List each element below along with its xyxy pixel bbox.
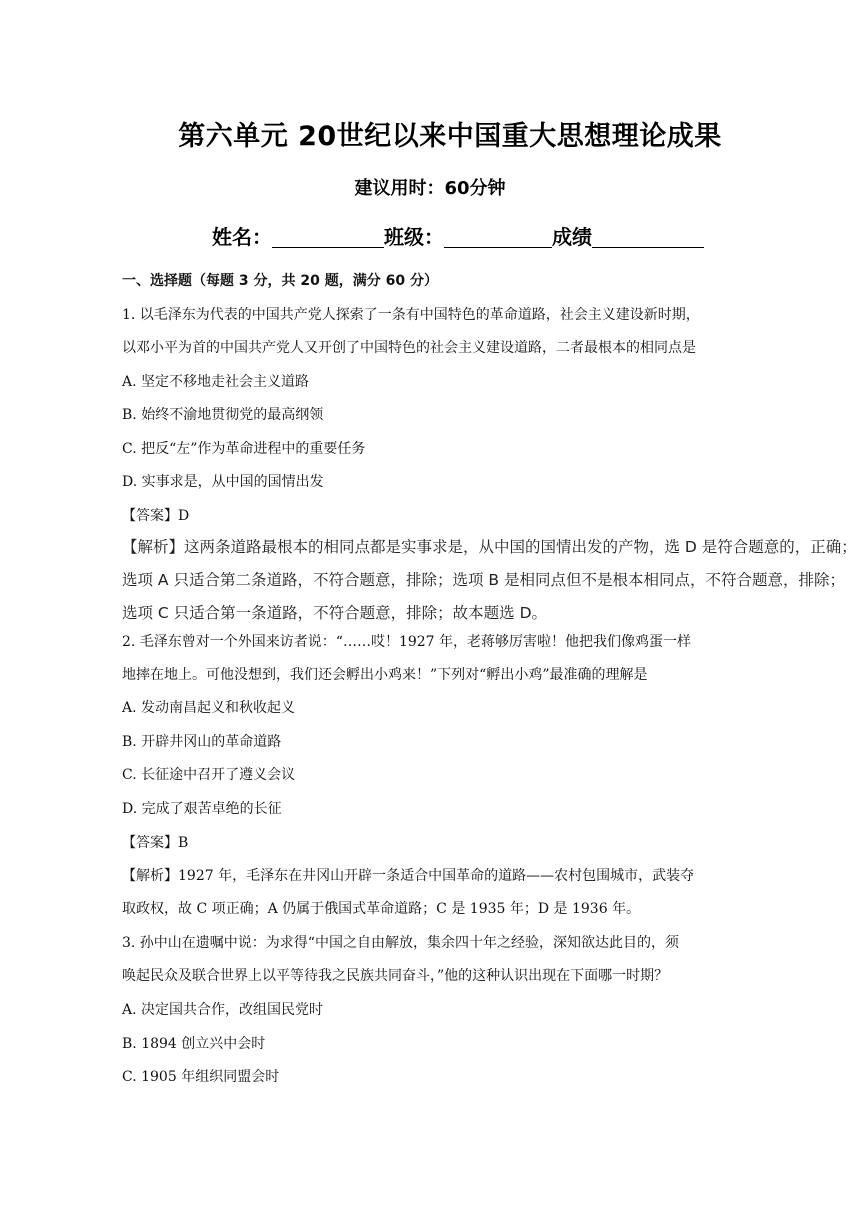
question-3-option-a: A. 决定国共合作，改组国民党时 [122, 1002, 324, 1018]
question-3-stem-line-2: 唤起民众及联合世界上以平等待我之民族共同奋斗，”他的这种认识出现在下面哪一时期？ [122, 968, 669, 984]
question-2-stem-line-1: 2. 毛泽东曾对一个外国来访者说：“……哎！1927 年，老蒋够厉害啦！他把我们像鸡蛋一样 [122, 634, 692, 650]
question-1-stem-line-1: 1. 以毛泽东为代表的中国共产党人探索了一条有中国特色的革命道路，社会主义建设新时期， [122, 307, 700, 323]
class-field[interactable] [444, 227, 552, 248]
question-2-option-b: B. 开辟井冈山的革命道路 [122, 734, 282, 750]
question-2-analysis-line-1: 【解析】1927 年，毛泽东在井冈山开辟一条适合中国革命的道路——农村包围城市，武装夺 [122, 868, 695, 884]
question-1-option-c: C. 把反“左”作为革命进程中的重要任务 [122, 441, 366, 457]
page-title: 第六单元 20世纪以来中国重大思想理论成果 [178, 121, 722, 152]
question-1-analysis-line-1: 【解析】这两条道路最根本的相同点都是实事求是，从中国的国情出发的产物，选 D 是符合题意的，正确； [122, 538, 857, 556]
student-info-row [212, 221, 704, 250]
question-1-analysis-line-3: 选项 C 只适合第一条道路，不符合题意，排除；故本题选 D。 [122, 604, 548, 622]
name-label: 姓名： [212, 225, 272, 249]
class-label: 班级： [384, 225, 444, 249]
question-2-analysis-line-2: 取政权，故 C 项正确；A 仍属于俄国式革命道路；C 是 1935 年；D 是 1936 年。 [122, 901, 641, 917]
score-field[interactable] [592, 227, 704, 248]
question-1-stem-line-2: 以邓小平为首的中国共产党人又开创了中国特色的社会主义建设道路，二者最根本的相同点是 [122, 340, 696, 356]
question-3-option-c: C. 1905 年组织同盟会时 [122, 1069, 280, 1085]
question-2-option-a: A. 发动南昌起义和秋收起义 [122, 700, 296, 716]
question-1-answer: 【答案】D [122, 508, 190, 524]
question-1-option-d: D. 实事求是，从中国的国情出发 [122, 474, 324, 490]
question-2-answer: 【答案】B [122, 835, 189, 851]
question-2-option-c: C. 长征途中召开了遵义会议 [122, 767, 296, 783]
question-1-option-b: B. 始终不渝地贯彻党的最高纲领 [122, 407, 324, 423]
question-3-option-b: B. 1894 创立兴中会时 [122, 1036, 266, 1052]
question-1-option-a: A. 坚定不移地走社会主义道路 [122, 374, 310, 390]
question-2-option-d: D. 完成了艰苦卓绝的长征 [122, 801, 282, 817]
question-2-stem-line-2: 地摔在地上。可他没想到，我们还会孵出小鸡来！”下列对“孵出小鸡”最准确的理解是 [122, 667, 648, 683]
question-1-analysis-line-2: 选项 A 只适合第二条道路，不符合题意，排除；选项 B 是相同点但不是根本相同点，不符合题意，排除； [122, 571, 845, 589]
section-title: 一、选择题（每题 3 分，共 20 题，满分 60 分） [122, 273, 438, 289]
name-field[interactable] [272, 227, 384, 248]
score-label: 成绩 [552, 225, 592, 249]
question-3-stem-line-1: 3. 孙中山在遗嘱中说：为求得“中国之自由解放，集余四十年之经验，深知欲达此目的，须 [122, 935, 679, 951]
page-subtitle: 建议用时：60分钟 [354, 178, 506, 199]
